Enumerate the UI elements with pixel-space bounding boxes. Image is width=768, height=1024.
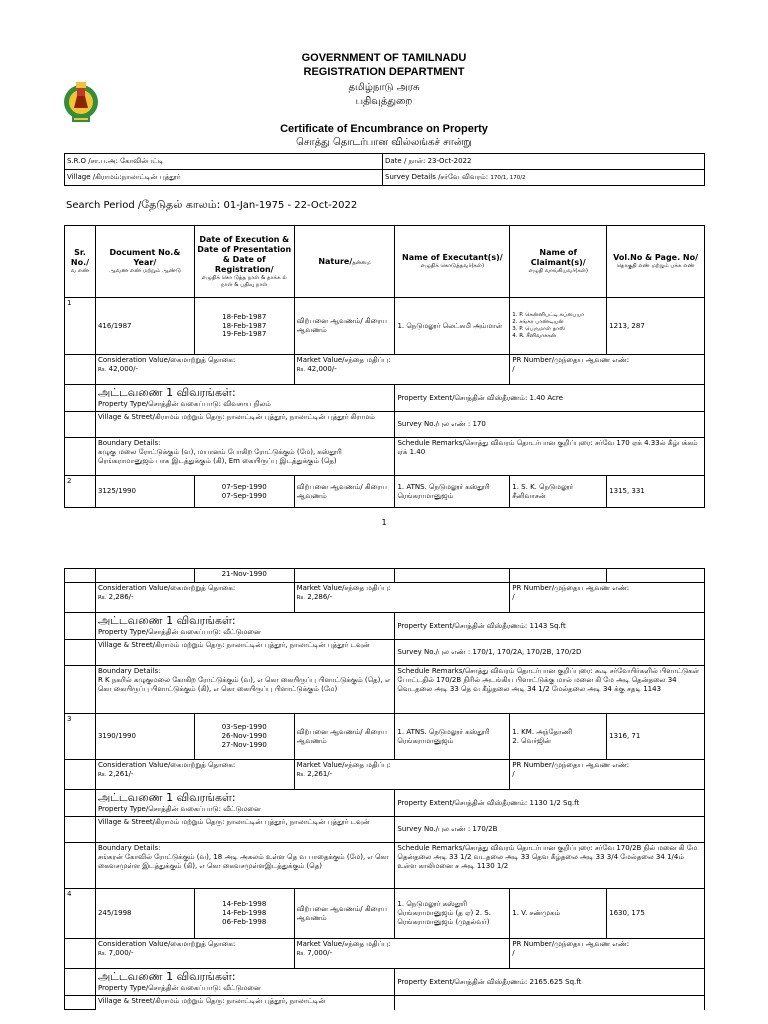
table-row: [65, 843, 705, 889]
col-volume: Vol.No & Page. No/ தொகுதி எண் மற்றும் பக்க எண்: [607, 226, 705, 298]
entry-3-remarks: Schedule Remarks/சொத்து விவரம் தொடர்பான குறிப்புரை: சர்வே 170/2B நில் மனை கி மே தென்தலை அடி 33 1/2 வடதலை அடி 33 தெவ கீழ்தலை அடி 33 3/4 மேல்தலை 34 1/4ம் உள்ள காலிமனை ச அடி 1130 1/2: [395, 843, 705, 889]
entry-3-boundary: Boundary Details: சங்கரன் கோவில் ரோட்டுக்கும் (வ), 18 அடி அகலம் உள்ள தெ வ பாதைக்கும் (மே), எ கொ கைவசமுள்ள இடத்துக்கும் (கி), எ கொ கைவசமுள்ளஇடத்துக்கும் (தெ): [95, 843, 394, 889]
entry-4-dates: 14-Feb-1998 14-Feb-1998 06-Feb-1998: [194, 889, 294, 939]
entry-1-market: Market Value/சந்தை மதிப்பு: Rs. 42,000/-: [294, 355, 510, 385]
entry-4-executant: 1. நெடுமலூர் கஸ்தூரி ரெங்கராமானுஜம் (த ஏ) 2. S. ரெங்கராமானுஜம் (முதல்வர்): [395, 889, 510, 939]
table-row: [65, 385, 705, 412]
entry-3-market: Market Value/சந்தை மதிப்பு: Rs. 2,261/-: [294, 760, 510, 790]
entry-2-extent: Property Extent/சொத்தின் விஸ்தீரணம்: 1143 Sq.ft: [395, 613, 705, 640]
dept-title: REGISTRATION DEPARTMENT: [303, 66, 465, 78]
col-doc: Document No.& Year/ ஆவண எண் மற்றும் ஆண்டு: [95, 226, 194, 298]
entry-3-consideration: Consideration Value/கைமாற்றுத் தொகை: Rs. 2,261/-: [95, 760, 294, 790]
entry-3-village-street: Village & Street/கிராமம் மற்றும் தெரு: நாலாட்டின் புத்தூர், நாலாட்டின் புத்தூர் டவுன்: [95, 817, 394, 843]
entry-2-volume: 1315, 331: [607, 476, 705, 508]
entry-2-doc: 3125/1990: [95, 476, 194, 508]
page-number: 1: [381, 518, 387, 527]
entry-4-schedule: அட்டவணை 1 விவரங்கள்: Property Type/சொத்தின் வகைப்பாடு: வீட்டுமனை: [95, 969, 394, 996]
entry-1-remarks: Schedule Remarks/சொத்து விவரம் தொடர்பான குறிப்புரை: சர்வே 170 ஏக் 4.33ல் கீழ்பக்கம் ஏக் 1.40: [395, 438, 705, 476]
certificate-title: Certificate of Encumbrance on Property: [280, 123, 488, 135]
table-row: [65, 613, 705, 640]
dept-title-tamil: பதிவுத்துறை: [355, 96, 413, 107]
entry-3-sr: 3: [65, 714, 96, 760]
certificate-title-tamil: சொத்து தொடர்பான வில்லங்கச் சான்று: [296, 137, 472, 148]
entry-3-nature: விற்பனை ஆவணம்/ கிரைய ஆவணம்: [294, 714, 395, 760]
table-row: [65, 714, 705, 760]
entry-2-remarks: Schedule Remarks/சொத்து விவரம் தொடர்பான குறிப்புரை: கூடி சர்வேயிர்களில் பிளாட்டுகள் போட்டதில் 170/2B நிரில் அடங்கிய பிளாட்டுக்கு மால் மனை கி மே அடி தென்தலை 34 வெடதலை அடி 33 தெ வ கீழ்தலை அடி 34 1/2 மேல்தலை அடி 34 க்கு சதடி 1143: [395, 666, 705, 714]
entry-1-nature: விற்பனை ஆவணம்/ கிரைய ஆவணம்: [294, 298, 395, 355]
table-row: [65, 583, 705, 613]
sro: S.R.O /சா.ப.அ: கோவில்பட்டி: [65, 154, 383, 170]
column-header-row: [65, 226, 705, 298]
entry-4-doc: 245/1998: [95, 889, 194, 939]
entry-4-pr: PR Number/முந்தைய ஆவண எண்: /: [510, 939, 705, 969]
entry-1-survey: Survey No./புல எண் : 170: [395, 412, 705, 438]
entry-1-schedule: அட்டவணை 1 விவரங்கள்: Property Type/சொத்தின் வகைப்பாடு: விவசாய நிலம்: [95, 385, 394, 412]
entry-3-dates: 03-Sep-1990 26-Nov-1990 27-Nov-1990: [194, 714, 294, 760]
survey-details: Survey Details /சர்வே விவரம்: 170/1, 170/2: [383, 170, 705, 186]
entry-3-volume: 1316, 71: [607, 714, 705, 760]
entry-2-village-street: Village & Street/கிராமம் மற்றும் தெரு: நாலாட்டின் புத்தூர், நாலாட்டின் புத்தூர் டவுன்: [95, 640, 394, 666]
table-row: [65, 640, 705, 666]
entry-4-market: Market Value/சந்தை மதிப்பு: Rs. 7,000/-: [294, 939, 510, 969]
entry-2-registration-date: 21-Nov-1990: [194, 569, 294, 583]
date: Date / நாள்: 23-Oct-2022: [383, 154, 705, 170]
entry-3-doc: 3190/1990: [95, 714, 194, 760]
col-sr: Sr. No./ வ எண்: [65, 226, 96, 298]
entry-2-boundary: Boundary Details: R K நகரில் கழுகுமலை கோகிற ரோட்டுக்கும் (வ), எ கொ கையிருப்பு பிளாட்டுக்கும் (தெ), எ கொ கையிருப்பு பிளாட்டுக்கும் (கி), எ கொ கையிருப்பு பிளாட்டுக்கும் (மே): [95, 666, 394, 714]
table-row: [65, 476, 705, 508]
table-row: [65, 412, 705, 438]
entry-4-volume: 1630, 175: [607, 889, 705, 939]
entry-2-survey: Survey No./புல எண் : 170/1, 170/2A, 170/2B, 170/2D: [395, 640, 705, 666]
search-period: Search Period /தேடுதல் காலம்: 01-Jan-1975 - 22-Oct-2022: [66, 198, 358, 211]
table-row: [65, 817, 705, 843]
entry-4-consideration: Consideration Value/கைமாற்றுத் தொகை: Rs. 7,000/-: [95, 939, 294, 969]
entry-4-claimant: 1. V. சண்முகம்: [510, 889, 607, 939]
entry-2-dates: 07-Sep-1990 07-Sep-1990: [194, 476, 294, 508]
entry-4-village-street: Village & Street/கிராமம் மற்றும் தெரு: நாலாட்டின் புத்தூர், நாலாட்டின்: [95, 996, 394, 1010]
entry-1-consideration: Consideration Value/கைமாற்றுத் தொகை: Rs. 42,000/-: [95, 355, 294, 385]
table-row: [65, 790, 705, 817]
entry-1-sr: 1: [65, 298, 96, 355]
encumbrance-table-page1: [64, 225, 705, 508]
entry-1-pr: PR Number/முந்தைய ஆவண எண்: /: [510, 355, 705, 385]
entry-2-claimant: 1. S. K. நெடுமலூர் சீனிவாசன்: [510, 476, 607, 508]
govt-title: GOVERNMENT OF TAMILNADU: [301, 52, 467, 64]
entry-1-claimant: 1. P. கென்னிபட்டி சுப்பையா 2. சங்கர பாண்டியன் 3. P. பெருமாள் தாஸ் 4. R. சீனிவாசகன்: [510, 298, 607, 355]
table-row: [65, 298, 705, 355]
encumbrance-table-page2: [64, 568, 705, 1010]
entry-2-sr: 2: [65, 476, 96, 508]
entry-1-village-street: Village & Street/கிராமம் மற்றும் தெரு: நாலாட்டின் புத்தூர், நாலாட்டின் புத்தூர் கிராமம்: [95, 412, 394, 438]
table-row: [65, 760, 705, 790]
entry-1-extent: Property Extent/சொத்தின் விஸ்தீரணம்: 1.40 Acre: [395, 385, 705, 412]
entry-1-boundary: Boundary Details: கழுகு மலை ரோட்டுக்கும் (வ), மயானம் போகிற ரோட்டுக்கும் (மே), கஸ்தூரி ரெங்கராமானுஜம் பாக இடத்துக்கும் (கி), Em கையிருப்பு இடத்துக்கும் (தெ): [95, 438, 394, 476]
govt-title-tamil: தமிழ்நாடு அரசு: [348, 82, 420, 93]
entry-1-dates: 18-Feb-1987 18-Feb-1987 19-Feb-1987: [194, 298, 294, 355]
table-row: [65, 438, 705, 476]
entry-1-executant: 1. நெடுமலூர் லெட்சுமி அம்மாள்: [395, 298, 510, 355]
entry-2-nature: விற்பனை ஆவணம்/ கிரைய ஆவணம்: [294, 476, 395, 508]
col-executant: Name of Executant(s)/ எழுதிக் கொடுத்தவர்(கள்): [395, 226, 510, 298]
entry-4-sr: 4: [65, 889, 96, 939]
entry-2-schedule: அட்டவணை 1 விவரங்கள்: Property Type/சொத்தின் வகைப்பாடு: வீட்டுமனை: [95, 613, 394, 640]
entry-3-extent: Property Extent/சொத்தின் விஸ்தீரணம்: 1130 1/2 Sq.ft: [395, 790, 705, 817]
col-dates: Date of Execution & Date of Presentation & Date of Registration/ எழுதிக் கொ டுத்த நாள் & தாக்க ல் நாள் & பதிவு நாள்: [194, 226, 294, 298]
entry-3-pr: PR Number/முந்தைய ஆவண எண்: /: [510, 760, 705, 790]
entry-2-pr: PR Number/முந்தைய ஆவண எண்: /: [510, 583, 705, 613]
col-claimant: Name of Claimant(s)/ எழுதி வாங்கியவர்(கள்): [510, 226, 607, 298]
entry-3-executant: 1. ATNS. நெடுமலூர் கஸ்தூரி ரெங்கராமானுஜம்: [395, 714, 510, 760]
table-row: [65, 996, 705, 1010]
col-nature: Nature/தன்மை: [294, 226, 395, 298]
table-row: [65, 569, 705, 583]
meta-table: [64, 153, 705, 186]
entry-4-nature: விற்பனை ஆவணம்/ கிரைய ஆவணம்: [294, 889, 395, 939]
table-row: [65, 355, 705, 385]
entry-2-market: Market Value/சந்தை மதிப்பு: Rs. 2,286/-: [294, 583, 510, 613]
entry-1-volume: 1213, 287: [607, 298, 705, 355]
entry-3-schedule: அட்டவணை 1 விவரங்கள்: Property Type/சொத்தின் வகைப்பாடு: வீட்டுமனை: [95, 790, 394, 817]
table-row: [65, 969, 705, 996]
entry-2-executant: 1. ATNS. நெடுமலூர் கஸ்தூரி ரெங்கராமானுஜம்: [395, 476, 510, 508]
entry-2-consideration: Consideration Value/கைமாற்றுத் தொகை: Rs. 2,286/-: [95, 583, 294, 613]
entry-3-survey: Survey No./புல எண் : 170/2B: [395, 817, 705, 843]
table-row: [65, 666, 705, 714]
entry-3-claimant: 1. KM. அந்தோணி 2. வெர்ஜின்: [510, 714, 607, 760]
table-row: [65, 889, 705, 939]
village: Village /கிராமம்:நாலாட்டின் புத்தூர்: [65, 170, 383, 186]
table-row: [65, 939, 705, 969]
entry-4-extent: Property Extent/சொத்தின் விஸ்தீரணம்: 2165.625 Sq.ft: [395, 969, 705, 996]
entry-1-doc: 416/1987: [95, 298, 194, 355]
